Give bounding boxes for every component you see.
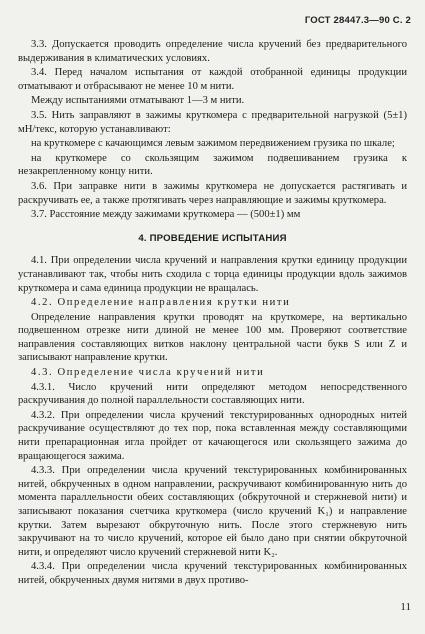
paragraph-4-1: 4.1. При определении числа кручений и направления крутки единицу продукции устанавливают так, чтобы нить сходила с торца единицы продукции вдоль зажимов круткомера и сама единица продукции не вращалась. [18, 255, 407, 294]
page-number: 11 [400, 601, 411, 613]
subheading-4-2: 4.2. Определение направления крутки нити [31, 297, 291, 309]
paragraph-swing-clamp: на круткомере с качающимся левым зажимом передвижением грузика по шкале; [31, 138, 395, 150]
paragraph-3-6: 3.6. При заправке нити в зажимы круткомера не допускается растягивать и раскручивать ее, а также протягивать через направляющие и зажимы круткомера. [18, 180, 407, 206]
subheading-4-3: 4.3. Определение числа кручений нити [31, 367, 265, 379]
paragraph-between-tests: Между испытаниями отматывают 1—3 м нити. [31, 95, 245, 107]
paragraph-4-3-3: 4.3.3. При определении числа кручений текстурированных комбинированных нитей, обкрученных в одном направлении, раскручивают комбинированную нить до момента параллельности обеих составляющих (обкруточной и стержневой нити) и записывают показания счетчика круткомера (число кручений K₁) и направление крутки. Затем вырезают обкруточную нить. После этого стержневую нить закручивают на то число кручений, которое ей было дано при снятии обкруточной нити, и определяют число кручений стержневой нити K₂. [18, 465, 407, 558]
paragraph-3-4: 3.4. Перед началом испытания от каждой отобранной единицы продукции отматывают и отбрасывают не менее 10 м нити. [18, 67, 407, 92]
paragraph-twist-direction: Определение направления крутки проводят на круткомере, на вертикально подвешенном отрезке нити длиной не менее 100 мм. Проверяют соответствие направления составляющих витков наклону центральной части букв S или Z и записывают направление крутки. [18, 311, 407, 364]
paragraph-3-3: 3.3. Допускается проводить определение числа кручений без предварительного выдерживания в климатических условиях. [18, 39, 407, 64]
paragraph-4-3-4: 4.3.4. При определении числа кручений текстурированных комбинированных нитей, обкрученных двумя нитями в двух противо- [18, 561, 407, 586]
paragraph-3-5: 3.5. Нить заправляют в зажимы круткомера с предварительной нагрузкой (5±1) мН/текс, которую устанавливают: [18, 109, 407, 135]
paragraph-4-3-2: 4.3.2. При определении числа кручений текстурированных однородных нитей раскручивание осуществляют до тех пор, пока вставленная между составляющими нити препарационная игла пройдет от качающегося или скользящего зажима до вращающегося зажима. [18, 409, 407, 462]
section-title: 4. ПРОВЕДЕНИЕ ИСПЫТАНИЯ [138, 232, 287, 244]
page-header: ГОСТ 28447.3—90 С. 2 [304, 15, 411, 26]
paragraph-3-7: 3.7. Расстояние между зажимами круткомера — (500±1) мм [31, 209, 301, 221]
paragraph-sliding-clamp: на круткомере со скользящим зажимом подвешиванием грузика к незакрепленному концу нити. [18, 152, 407, 178]
paragraph-4-3-1: 4.3.1. Число кручений нити определяют методом непосредственного раскручивания до полной параллельности составляющих нити. [18, 381, 407, 407]
page-content [18, 38, 407, 588]
